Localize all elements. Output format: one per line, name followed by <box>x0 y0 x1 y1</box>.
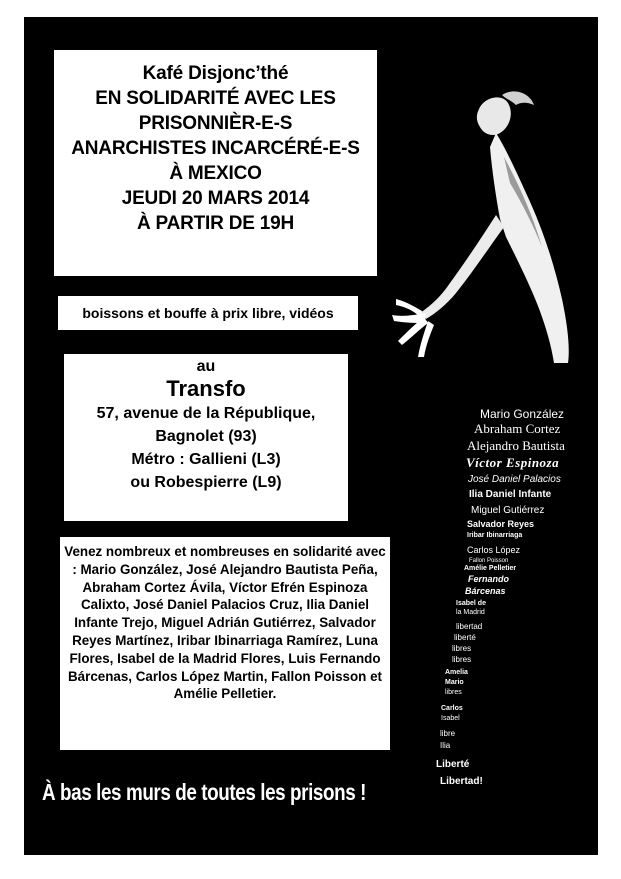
cascade-name: liberté <box>454 633 476 642</box>
address-metro-2: ou Robespierre (L9) <box>130 474 282 491</box>
cascade-name: libres <box>445 689 462 696</box>
cascade-name: la Madrid <box>456 609 485 616</box>
cascade-name: Mario González <box>480 407 565 421</box>
cascade-name: Iribar Ibinarriaga <box>467 532 523 539</box>
title-line-solidarity: EN SOLIDARITÉ AVEC LES <box>95 88 336 109</box>
address-metro-1: Métro : Gallieni (L3) <box>131 451 281 468</box>
address-city: Bagnolet (93) <box>155 428 257 445</box>
address-au: au <box>196 358 216 375</box>
cascade-name: Víctor Espinoza <box>466 455 560 470</box>
address-street: 57, avenue de la République, <box>96 405 316 422</box>
cascade-name: libre <box>440 729 456 738</box>
cascade-name: Isabel de <box>456 600 486 607</box>
cascade-name: Carlos <box>441 705 463 712</box>
cascade-name: Isabel <box>441 715 460 722</box>
cascade-name: Fernando <box>468 574 510 584</box>
title-line-time: À PARTIR DE 19H <box>136 213 295 234</box>
title-line-venue: Kafé Disjonc’thé <box>142 63 289 84</box>
venue-name: Transfo <box>166 376 246 401</box>
cascade-name: Ilia <box>440 741 451 750</box>
cascade-name: Amelia <box>445 669 468 676</box>
address-box <box>64 354 348 521</box>
title-line-mexico: À MEXICO <box>169 163 262 184</box>
title-line-date: JEUDI 20 MARS 2014 <box>121 188 310 209</box>
cascade-name: libres <box>452 655 472 664</box>
title-box <box>54 50 377 276</box>
cascade-name: Carlos López <box>467 545 521 555</box>
cascade-name: Mario <box>445 679 464 686</box>
title-line-prisoners: PRISONNIÈR-E-S <box>138 113 293 134</box>
slogan: À bas les murs de toutes les prisons ! <box>42 779 367 805</box>
cascade-name: Abraham Cortez <box>474 421 561 436</box>
cascade-name: Salvador Reyes <box>467 519 535 529</box>
figure-illustration <box>384 87 584 377</box>
cascade-name: Alejandro Bautista <box>467 438 565 453</box>
cascade-name: Ilia Daniel Infante <box>469 489 552 500</box>
drinks-box: boissons et bouffe à prix libre, vidéos <box>58 296 358 330</box>
cascade-name: José Daniel Palacios <box>468 474 561 485</box>
cascade-name: Libertad! <box>440 776 483 787</box>
poster <box>24 17 598 855</box>
solidarity-call-box: Venez nombreux et nombreuses en solidarité avec : Mario González, José Alejandro Bautista Peña, Abraham Cortez Ávila, Víctor Efrén Espinoza Calixto, José Daniel Palacios Cruz, Ilia Daniel Infante Trejo, Miguel Adrián Gutiérrez, Salvador Reyes Martínez, Iribar Ibinarriaga Ramírez, Luna Flores, Isabel de la Madrid Flores, Luis Fernando Bárcenas, Carlos López Martin, Fallon Poisson et Amélie Pelletier. <box>60 537 390 750</box>
cascade-name: Fallon Poisson <box>469 558 509 564</box>
cascade-name: Bárcenas <box>465 586 506 596</box>
cascade-name: Miguel Gutiérrez <box>471 505 545 516</box>
cascade-name: libertad <box>456 622 483 631</box>
cascade-name: Liberté <box>436 759 470 770</box>
cascade-name: libres <box>452 644 472 653</box>
cascade-name: Amélie Pelletier <box>464 565 517 572</box>
title-line-anarchists: ANARCHISTES INCARCÉRÉ-E-S <box>71 138 360 159</box>
